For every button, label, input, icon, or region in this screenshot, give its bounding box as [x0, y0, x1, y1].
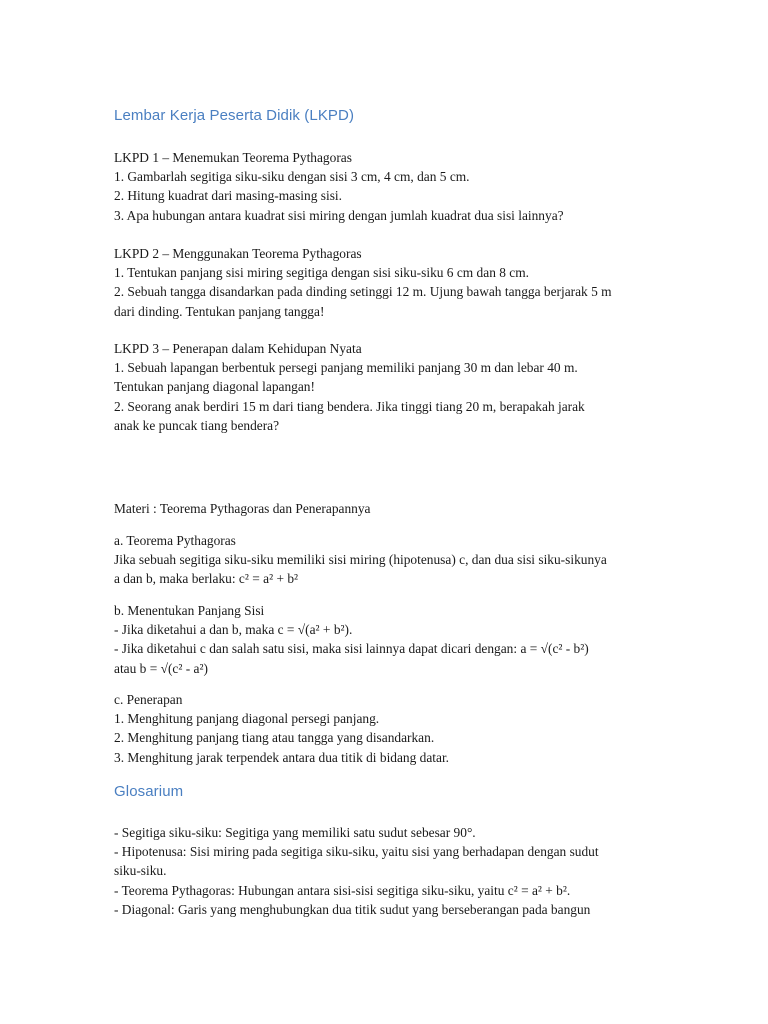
materi-c-title: c. Penerapan: [114, 692, 183, 707]
materi-c-line: 2. Menghitung panjang tiang atau tangga yang disandarkan.: [114, 730, 435, 746]
materi-c-section: [114, 690, 674, 767]
glosarium-title: Glosarium: [114, 783, 184, 800]
lkpd1-title: LKPD 1 – Menemukan Teorema Pythagoras: [114, 150, 352, 165]
materi-title-block: [114, 499, 674, 518]
lkpd3-section: [114, 339, 674, 435]
lkpd1-item: 1. Gambarlah segitiga siku-siku dengan sisi 3 cm, 4 cm, dan 5 cm.: [114, 169, 470, 185]
materi-a-title: a. Teorema Pythagoras: [114, 533, 236, 548]
lkpd3-item: anak ke puncak tiang bendera?: [114, 417, 280, 433]
lkpd1-item: 2. Hitung kuadrat dari masing-masing sisi.: [114, 188, 342, 204]
materi-b-section: [114, 601, 674, 678]
materi-b-title: b. Menentukan Panjang Sisi: [114, 603, 265, 618]
glosarium-line: - Hipotenusa: Sisi miring pada segitiga siku-siku, yaitu sisi yang berhadapan dengan sudut: [114, 844, 599, 860]
lkpd3-title: LKPD 3 – Penerapan dalam Kehidupan Nyata: [114, 341, 362, 356]
materi-b-line: - Jika diketahui a dan b, maka c = √(a² + b²).: [114, 622, 353, 638]
materi-b-line: atau b = √(c² - a²): [114, 660, 208, 676]
materi-a-line: a dan b, maka berlaku: c² = a² + b²: [114, 571, 299, 587]
lkpd2-item: dari dinding. Tentukan panjang tangga!: [114, 303, 325, 319]
glosarium-line: - Diagonal: Garis yang menghubungkan dua titik sudut yang berseberangan pada bangun: [114, 901, 591, 917]
glosarium-line: siku-siku.: [114, 863, 167, 879]
lkpd2-item: 1. Tentukan panjang sisi miring segitiga dengan sisi siku-siku 6 cm dan 8 cm.: [114, 265, 529, 281]
lkpd3-item: 1. Sebuah lapangan berbentuk persegi panjang memiliki panjang 30 m dan lebar 40 m.: [114, 360, 578, 376]
lkpd2-section: [114, 244, 674, 321]
lkpd3-item: 2. Seorang anak berdiri 15 m dari tiang bendera. Jika tinggi tiang 20 m, berapakah jarak: [114, 398, 585, 414]
materi-a-section: [114, 531, 674, 589]
lkpd1-item: 3. Apa hubungan antara kuadrat sisi miring dengan jumlah kuadrat dua sisi lainnya?: [114, 207, 564, 223]
glosarium-section: [114, 823, 674, 919]
glosarium-line: - Teorema Pythagoras: Hubungan antara sisi-sisi segitiga siku-siku, yaitu c² = a² + b².: [114, 882, 571, 898]
materi-c-line: 3. Menghitung jarak terpendek antara dua titik di bidang datar.: [114, 749, 450, 765]
lkpd2-item: 2. Sebuah tangga disandarkan pada dinding setinggi 12 m. Ujung bawah tangga berjarak 5 m: [114, 284, 612, 300]
materi-a-line: Jika sebuah segitiga siku-siku memiliki sisi miring (hipotenusa) c, dan dua sisi siku-sikunya: [114, 552, 607, 568]
document-title: Lembar Kerja Peserta Didik (LKPD): [114, 107, 355, 124]
lkpd2-title: LKPD 2 – Menggunakan Teorema Pythagoras: [114, 246, 362, 261]
glosarium-line: - Segitiga siku-siku: Segitiga yang memiliki satu sudut sebesar 90°.: [114, 825, 476, 840]
materi-title: Materi : Teorema Pythagoras dan Penerapannya: [114, 501, 371, 516]
materi-b-line: - Jika diketahui c dan salah satu sisi, maka sisi lainnya dapat dicari dengan: a = √(c² - b²): [114, 641, 589, 657]
lkpd3-item: Tentukan panjang diagonal lapangan!: [114, 379, 315, 395]
lkpd1-section: [114, 148, 674, 225]
materi-c-line: 1. Menghitung panjang diagonal persegi panjang.: [114, 711, 380, 727]
